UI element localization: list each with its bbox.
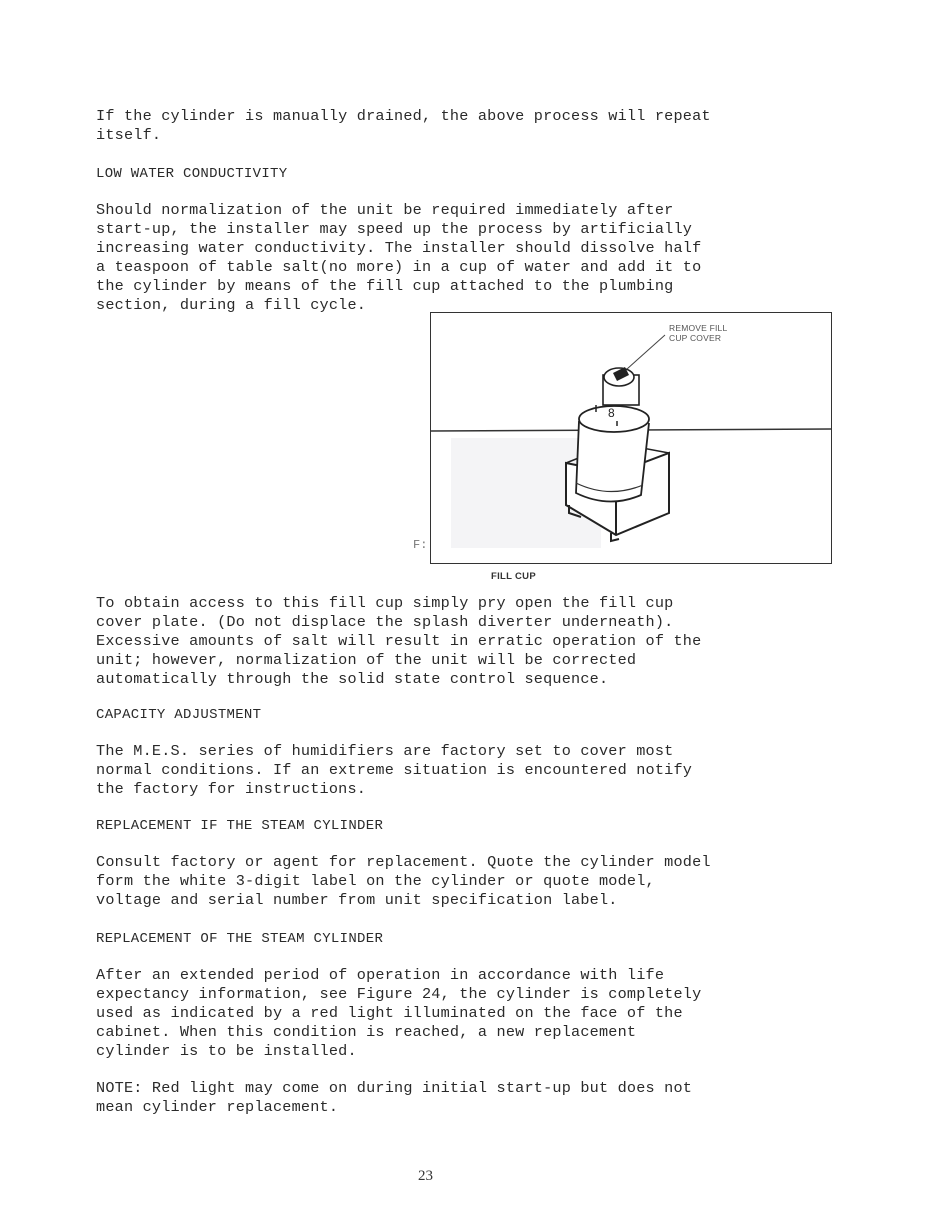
figure-callout-remove-fill-cup-cover: REMOVE FILL CUP COVER [669, 323, 728, 343]
heading-low-water-conductivity: LOW WATER CONDUCTIVITY [96, 166, 288, 182]
humidifier-illustration [431, 313, 831, 563]
heading-capacity-adjustment: CAPACITY ADJUSTMENT [96, 707, 262, 723]
paragraph-manual-drain: If the cylinder is manually drained, the above process will repeat itself. [96, 107, 711, 144]
paragraph-fill-cup-access: To obtain access to this fill cup simply pry open the fill cup cover plate. (Do not displace the splash diverter underneath). Excessive amounts of salt will result in erratic operation of the unit; however, normalization of the unit will be corrected automatically through the solid state control sequence. [96, 594, 702, 688]
paragraph-extended-operation: After an extended period of operation in accordance with life expectancy information, see Figure 24, the cylinder is completely used as indicated by a red light illuminated on the face of the cabinet. When this condition is reached, a new replacement cylinder is to be installed. [96, 966, 702, 1060]
paragraph-consult-factory: Consult factory or agent for replacement. Quote the cylinder model form the white 3-digit label on the cylinder or quote model, voltage and serial number from unit specification label. [96, 853, 711, 909]
page-number: 23 [418, 1168, 433, 1184]
figure-label-fragment: F: [413, 538, 428, 552]
paragraph-normalization: Should normalization of the unit be required immediately after start-up, the installer may speed up the process by artificially increasing water conductivity. The installer should dissolve half a teaspoon of table salt(no more) in a cup of water and add it to the cylinder by means of the fill cup attached to the plumbing section, during a fill cycle. [96, 201, 702, 314]
figure-caption: FILL CUP [491, 571, 536, 582]
heading-replacement-of: REPLACEMENT OF THE STEAM CYLINDER [96, 931, 384, 947]
paragraph-note-red-light: NOTE: Red light may come on during initial start-up but does not mean cylinder replacement. [96, 1079, 693, 1116]
fill-cup-figure [430, 312, 832, 564]
heading-replacement-if: REPLACEMENT IF THE STEAM CYLINDER [96, 818, 384, 834]
svg-text:8: 8 [608, 406, 615, 420]
paragraph-capacity: The M.E.S. series of humidifiers are factory set to cover most normal conditions. If an extreme situation is encountered notify the factory for instructions. [96, 742, 693, 798]
